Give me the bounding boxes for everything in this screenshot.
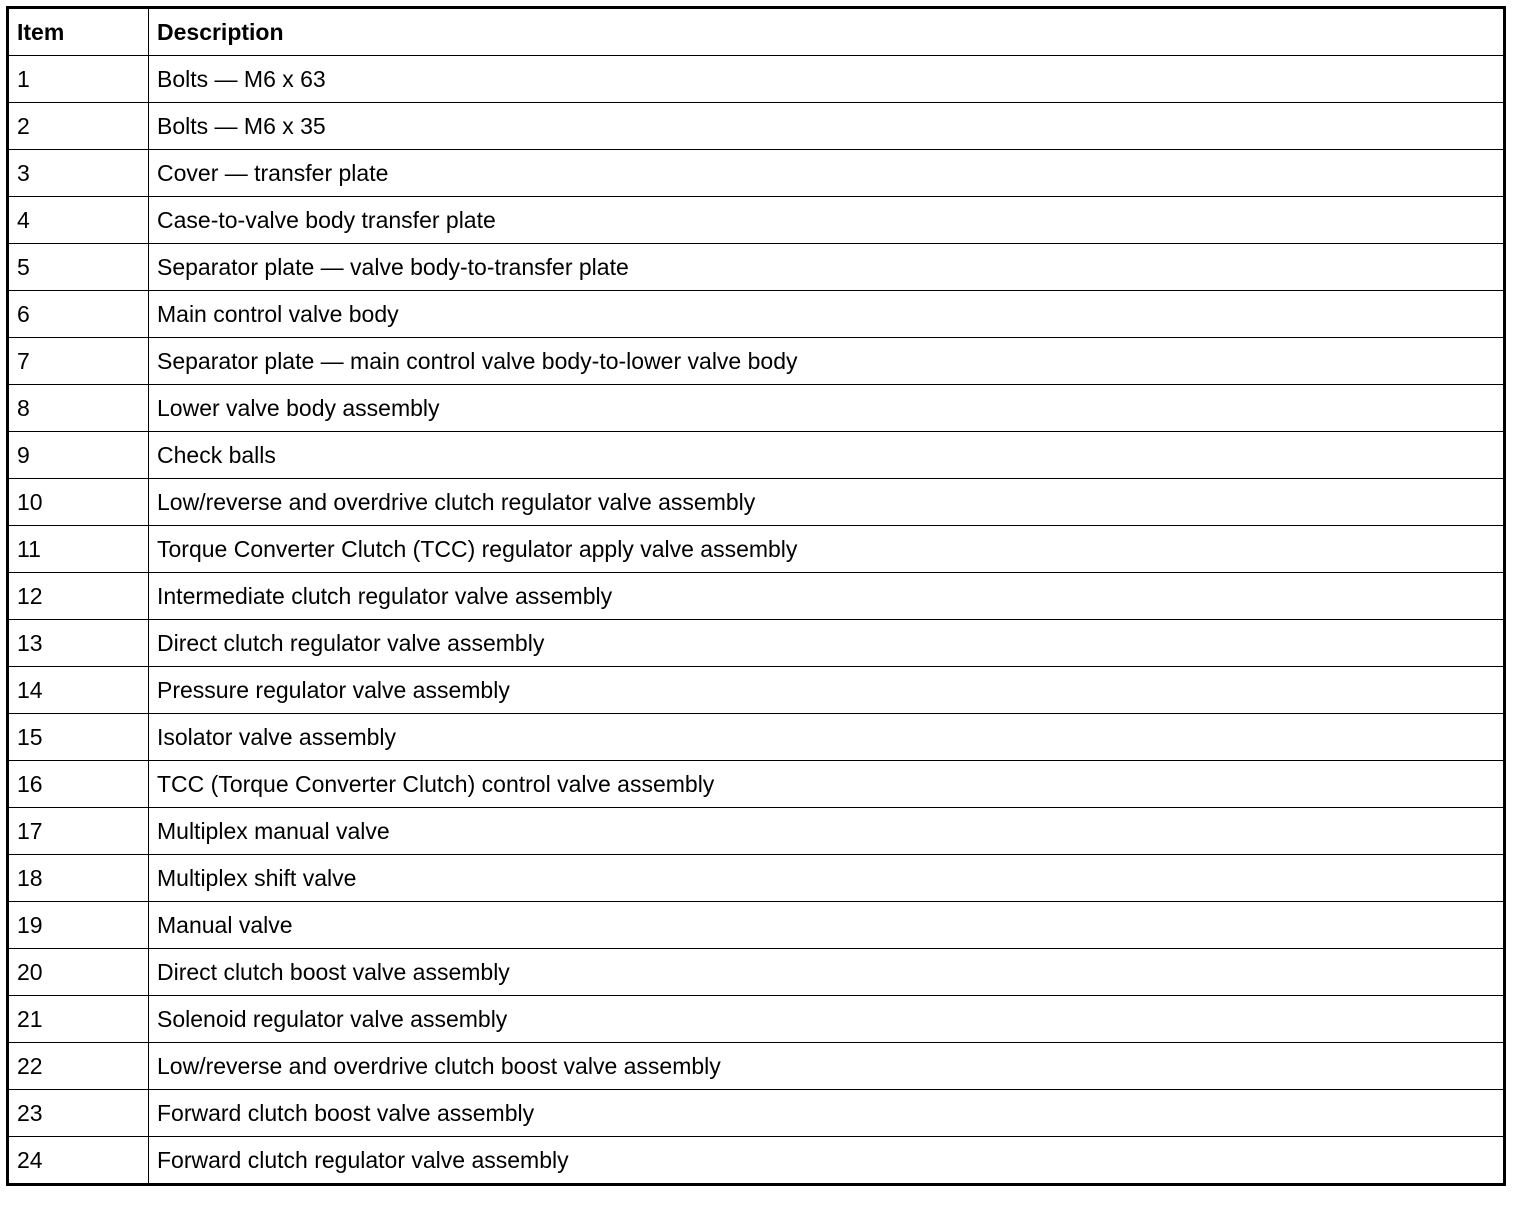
- item-number-cell: 17: [8, 808, 149, 855]
- item-number-cell: 5: [8, 244, 149, 291]
- description-cell: Main control valve body: [149, 291, 1505, 338]
- table-row: [8, 1137, 1505, 1185]
- description-cell: Low/reverse and overdrive clutch regulator valve assembly: [149, 479, 1505, 526]
- description-cell: Multiplex manual valve: [149, 808, 1505, 855]
- description-cell: Separator plate — valve body-to-transfer plate: [149, 244, 1505, 291]
- table-row: [8, 996, 1505, 1043]
- item-number-cell: 22: [8, 1043, 149, 1090]
- item-number-cell: 10: [8, 479, 149, 526]
- table-row: [8, 902, 1505, 949]
- item-number-cell: 13: [8, 620, 149, 667]
- item-number-cell: 18: [8, 855, 149, 902]
- table-row: [8, 150, 1505, 197]
- description-cell: Direct clutch boost valve assembly: [149, 949, 1505, 996]
- description-cell: Bolts — M6 x 35: [149, 103, 1505, 150]
- parts-table: [6, 6, 1506, 1186]
- item-number-cell: 1: [8, 56, 149, 103]
- table-row: [8, 479, 1505, 526]
- table-row: [8, 620, 1505, 667]
- table-row: [8, 808, 1505, 855]
- description-cell: Intermediate clutch regulator valve assembly: [149, 573, 1505, 620]
- table-row: [8, 432, 1505, 479]
- table-row: [8, 385, 1505, 432]
- description-cell: Low/reverse and overdrive clutch boost valve assembly: [149, 1043, 1505, 1090]
- column-header-description: Description: [149, 8, 1505, 56]
- description-cell: Check balls: [149, 432, 1505, 479]
- column-header-item: Item: [8, 8, 149, 56]
- item-number-cell: 3: [8, 150, 149, 197]
- table-row: [8, 56, 1505, 103]
- description-cell: TCC (Torque Converter Clutch) control valve assembly: [149, 761, 1505, 808]
- item-number-cell: 7: [8, 338, 149, 385]
- table-row: [8, 1090, 1505, 1137]
- item-number-cell: 11: [8, 526, 149, 573]
- description-cell: Torque Converter Clutch (TCC) regulator apply valve assembly: [149, 526, 1505, 573]
- description-cell: Forward clutch regulator valve assembly: [149, 1137, 1505, 1185]
- description-cell: Isolator valve assembly: [149, 714, 1505, 761]
- item-number-cell: 4: [8, 197, 149, 244]
- item-number-cell: 6: [8, 291, 149, 338]
- description-cell: Bolts — M6 x 63: [149, 56, 1505, 103]
- item-number-cell: 20: [8, 949, 149, 996]
- item-number-cell: 14: [8, 667, 149, 714]
- description-cell: Forward clutch boost valve assembly: [149, 1090, 1505, 1137]
- table-row: [8, 244, 1505, 291]
- table-row: [8, 573, 1505, 620]
- item-number-cell: 21: [8, 996, 149, 1043]
- item-number-cell: 24: [8, 1137, 149, 1185]
- description-cell: Cover — transfer plate: [149, 150, 1505, 197]
- table-row: [8, 761, 1505, 808]
- table-row: [8, 197, 1505, 244]
- description-cell: Separator plate — main control valve body-to-lower valve body: [149, 338, 1505, 385]
- table-row: [8, 667, 1505, 714]
- description-cell: Case-to-valve body transfer plate: [149, 197, 1505, 244]
- table-row: [8, 855, 1505, 902]
- description-cell: Multiplex shift valve: [149, 855, 1505, 902]
- item-number-cell: 8: [8, 385, 149, 432]
- description-cell: Manual valve: [149, 902, 1505, 949]
- table-row: [8, 714, 1505, 761]
- table-body: [8, 56, 1505, 1185]
- item-number-cell: 9: [8, 432, 149, 479]
- table-row: [8, 949, 1505, 996]
- description-cell: Pressure regulator valve assembly: [149, 667, 1505, 714]
- item-number-cell: 23: [8, 1090, 149, 1137]
- item-number-cell: 12: [8, 573, 149, 620]
- description-cell: Solenoid regulator valve assembly: [149, 996, 1505, 1043]
- table-row: [8, 103, 1505, 150]
- table-header-row: [8, 8, 1505, 56]
- description-cell: Lower valve body assembly: [149, 385, 1505, 432]
- table-row: [8, 1043, 1505, 1090]
- item-number-cell: 19: [8, 902, 149, 949]
- item-number-cell: 16: [8, 761, 149, 808]
- table-row: [8, 526, 1505, 573]
- description-cell: Direct clutch regulator valve assembly: [149, 620, 1505, 667]
- table-row: [8, 291, 1505, 338]
- table-row: [8, 338, 1505, 385]
- item-number-cell: 15: [8, 714, 149, 761]
- item-number-cell: 2: [8, 103, 149, 150]
